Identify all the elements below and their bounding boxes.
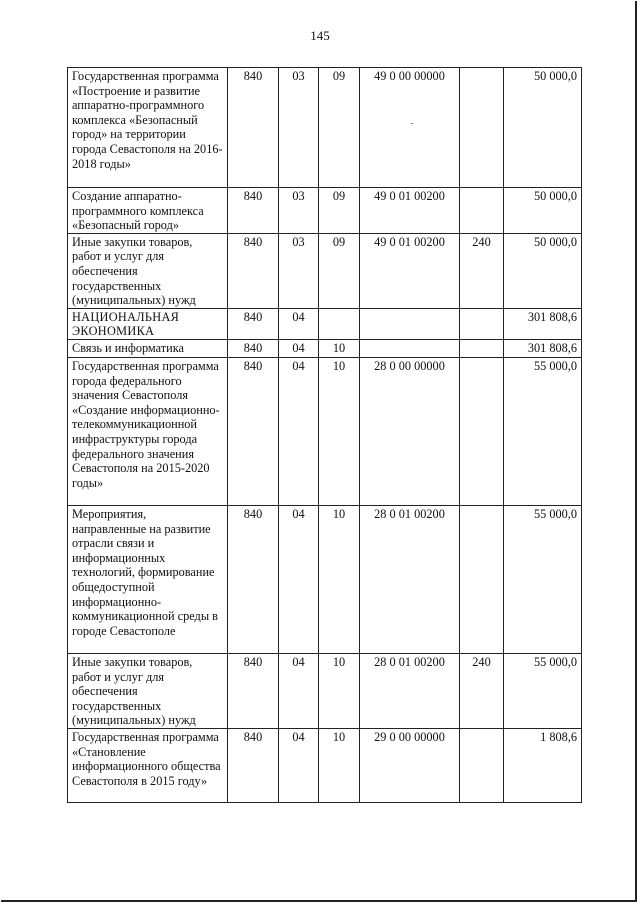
table-row — [68, 68, 582, 188]
row-subsection-code: 10 — [319, 653, 360, 728]
table-row — [68, 233, 582, 308]
row-amount: 1 808,6 — [504, 728, 582, 802]
row-expense-type: 240 — [460, 653, 504, 728]
row-gov-code: 840 — [228, 188, 279, 234]
row-target-code — [360, 339, 460, 357]
row-gov-code: 840 — [228, 233, 279, 308]
row-expense-type — [460, 357, 504, 505]
row-amount: 50 000,0 — [504, 68, 582, 188]
row-expense-type — [460, 308, 504, 339]
row-subsection-code: 10 — [319, 505, 360, 653]
row-section-code: 03 — [279, 68, 319, 188]
row-name: Иные закупки товаров, работ и услуг для обеспечения государственных (муниципальных) нужд — [68, 653, 228, 728]
row-gov-code: 840 — [228, 339, 279, 357]
row-gov-code: 840 — [228, 653, 279, 728]
row-target-code: 49 0 00 00000 — [360, 68, 460, 188]
row-expense-type: 240 — [460, 233, 504, 308]
table-row — [68, 188, 582, 234]
row-section-code: 04 — [279, 505, 319, 653]
row-expense-type — [460, 728, 504, 802]
row-gov-code: 840 — [228, 505, 279, 653]
row-subsection-code: 09 — [319, 188, 360, 234]
row-gov-code: 840 — [228, 308, 279, 339]
row-subsection-code: 10 — [319, 728, 360, 802]
scan-speck — [411, 123, 413, 124]
row-target-code — [360, 308, 460, 339]
row-gov-code: 840 — [228, 357, 279, 505]
table-row — [68, 728, 582, 802]
table-row — [68, 308, 582, 339]
budget-table — [67, 67, 582, 803]
row-section-code: 04 — [279, 357, 319, 505]
row-subsection-code: 10 — [319, 339, 360, 357]
row-name: Мероприятия, направленные на развитие отрасли связи и информационных технологий, формирование общедоступной информационно-коммуникационной среды в городе Севастополе — [68, 505, 228, 653]
row-target-code: 29 0 00 00000 — [360, 728, 460, 802]
page-number: 145 — [310, 28, 330, 43]
row-expense-type — [460, 339, 504, 357]
row-subsection-code — [319, 308, 360, 339]
row-amount: 55 000,0 — [504, 357, 582, 505]
row-expense-type — [460, 68, 504, 188]
row-name: Создание аппаратно-программного комплекса «Безопасный город» — [68, 188, 228, 234]
table-row — [68, 357, 582, 505]
row-name: Иные закупки товаров, работ и услуг для обеспечения государственных (муниципальных) нужд — [68, 233, 228, 308]
row-expense-type — [460, 505, 504, 653]
row-name: Государственная программа города федерального значения Севастополя «Создание информационно-телекоммуникационной инфраструктуры города федерального значения Севастополя на 2015-2020 годы» — [68, 357, 228, 505]
row-amount: 301 808,6 — [504, 339, 582, 357]
row-target-code: 28 0 01 00200 — [360, 505, 460, 653]
row-subsection-code: 09 — [319, 233, 360, 308]
table-row — [68, 505, 582, 653]
row-target-code: 28 0 00 00000 — [360, 357, 460, 505]
row-amount: 50 000,0 — [504, 233, 582, 308]
table-row — [68, 653, 582, 728]
row-section-code: 04 — [279, 653, 319, 728]
row-gov-code: 840 — [228, 728, 279, 802]
row-subsection-code: 09 — [319, 68, 360, 188]
row-section-code: 04 — [279, 728, 319, 802]
row-subsection-code: 10 — [319, 357, 360, 505]
row-section-code: 04 — [279, 308, 319, 339]
row-section-code: 03 — [279, 233, 319, 308]
row-target-code: 28 0 01 00200 — [360, 653, 460, 728]
row-name: Государственная программа «Построение и развитие аппаратно-программного комплекса «Безопасный город» на территории города Севастополя на 2016-2018 годы» — [68, 68, 228, 188]
row-section-code: 04 — [279, 339, 319, 357]
row-amount: 301 808,6 — [504, 308, 582, 339]
row-amount: 50 000,0 — [504, 188, 582, 234]
row-gov-code: 840 — [228, 68, 279, 188]
row-section-code: 03 — [279, 188, 319, 234]
row-amount: 55 000,0 — [504, 505, 582, 653]
table-row — [68, 339, 582, 357]
row-expense-type — [460, 188, 504, 234]
row-target-code: 49 0 01 00200 — [360, 188, 460, 234]
row-name: НАЦИОНАЛЬНАЯ ЭКОНОМИКА — [68, 308, 228, 339]
row-target-code: 49 0 01 00200 — [360, 233, 460, 308]
row-amount: 55 000,0 — [504, 653, 582, 728]
row-name: Связь и информатика — [68, 339, 228, 357]
row-name: Государственная программа «Становление информационного общества Севастополя в 2015 году» — [68, 728, 228, 802]
